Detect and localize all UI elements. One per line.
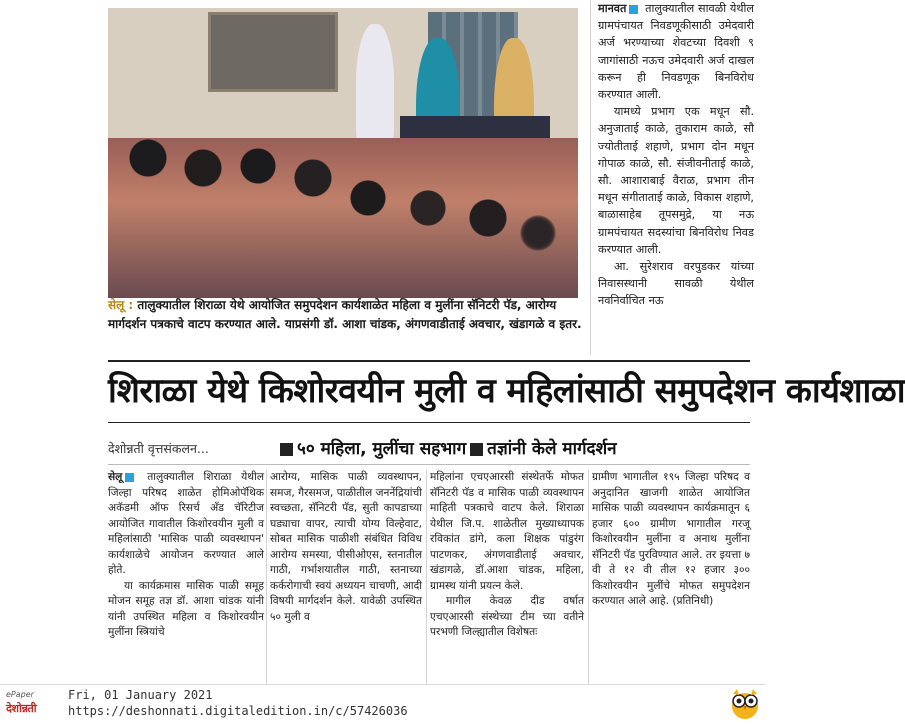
side-article-lead: मानवत (598, 2, 627, 15)
footer-date: Fri, 01 January 2021 (68, 688, 213, 702)
column-divider (266, 470, 267, 684)
footer-url-link[interactable]: https://deshonnati.digitaledition.in/c/57426036 (68, 704, 408, 718)
photo-crowd (108, 138, 578, 298)
article-para: मागील केवळ दीड वर्षात एचएआरसी संस्थेच्या टीम च्या वतीने परभणी जिल्ह्यातील विशेषतः (430, 595, 584, 638)
subheadline (276, 436, 617, 459)
article-column-3 (430, 470, 584, 684)
column-divider (426, 470, 427, 684)
article-para (108, 470, 264, 579)
article-column-4 (592, 470, 750, 684)
caption-location: सेलू : (108, 298, 134, 312)
headline: शिराळा येथे किशोरवयीन मुली व महिलांसाठी समुपदेशन कार्यशाळा (108, 371, 905, 411)
article-para: ग्रामीण भागातील १९५ जिल्हा परिषद व अनुदानित खाजगी शाळेत आयोजित मासिक पाळी व्यवस्थापन कार्यक्रमातून ६ हजार ६०० ग्रामीण भागातील गरजू किशोरवयीन मुलींना व अनाथ मुलींना सॅनिटरी पॅड पुरविण्यात आले. तर इयत्ता ७ वी ते १२ वी तील १२ हजार ३०० किशोरवयीन मुलींचे मोफत समुपदेशन करण्यात आले आहे. (प्रतिनिधी) (592, 471, 750, 607)
side-article-p3: आ. सुरेशराव वरपुडकर यांच्या निवासस्थानी सावळी येथील नवनिर्वाचित नऊ (598, 260, 754, 308)
article-column-2 (270, 470, 422, 684)
side-article-p2: यामध्ये प्रभाग एक मधून सौ. अनुजाताई काळे, तुकाराम काळे, सौ ज्योतीताई शहाणे, प्रभाग दोन मधून गोपाळ काळे, सौ. संजीवनीताई काळे, सौ. आशाराबाई वैराळ, प्रभाग तीन मधून संगीताताई काळे, विकास शहाणे, बाळासाहेब तूपसमुद्रे, या नऊ ग्रामपंचायत सदस्यांचा बिनविरोध निवड करण्यात आली. (598, 105, 754, 256)
epaper-logo[interactable] (4, 688, 62, 720)
square-bullet-icon (280, 443, 293, 456)
owl-mascot-icon (728, 686, 762, 720)
photo-blackboard (208, 12, 338, 92)
column-divider (590, 0, 591, 355)
logo-brand-text: देशोन्नती (6, 702, 37, 715)
column-divider (588, 470, 589, 684)
square-bullet-icon (125, 473, 134, 482)
logo-epaper-text: ePaper (6, 690, 34, 699)
footer-divider (0, 684, 765, 685)
side-article-p1 (598, 0, 754, 103)
headline-bottom-rule (108, 422, 750, 423)
byline: देशोन्नती वृत्तसंकलन... (108, 441, 209, 456)
side-article-text: तालुक्यातील सावळी येथील ग्रामपंचायत निवडणूकीसाठी उमेदवारी अर्ज भरण्याच्या शेवटच्या दिवशी ९ जागांसाठी नऊच उमेदवारी अर्ज दाखल करून ही निवडणूक बिनविरोध करण्यात आली. (598, 2, 754, 102)
photo-person (356, 24, 394, 154)
subhead-part2: तज्ञांनी केले मार्गदर्शन (487, 439, 617, 459)
article-column-1 (108, 470, 264, 684)
article-para: या कार्यक्रमास मासिक पाळी समूह मोजन समूह तज्ञ डॉ. आशा चांडक यांनी यांनी उपस्थित महिला व किशोरवयीन मुलींना स्त्रियांचे (108, 579, 264, 638)
square-bullet-icon (629, 5, 638, 14)
article-para: आरोग्य, मासिक पाळी व्यवस्थापन, समज, गैरसमज, पाळीतील जननेंद्रियांची स्वच्छता, सॅनिटरी पॅड, सुती कापडाच्या घड्याचा वापर, त्याची योग्य विल्हेवाट, सोबत मासिक पाळीशी संबंधित विविध आरोग्य समस्या, पीसीओएस, स्तनातील गाठी, गर्भाशयातील गाठी, स्तनाच्या कर्करोगाची स्वयं अध्ययन चाचणी, आदी विषयी मार्गदर्शन केले. यावेळी उपस्थित ५० मुली व (270, 471, 422, 623)
article-text: तालुक्यातील शिराळा येथील जिल्हा परिषद शाळेत होमिओपॅथिक अकॅडमी ऑफ रिसर्च अँड चॅरिटीज आयोजित गावातील किशोरवयीन मुली व महिलांसाठी 'मासिक पाळी व्यवस्थापन' कार्यशाळेचे आयोजन करण्यात आले होते. (108, 471, 264, 576)
article-location: सेलू (108, 471, 123, 483)
side-article (598, 0, 754, 310)
caption-text: तालुक्यातील शिराळा येथे आयोजित समुपदेशन कार्यशाळेत महिला व मुलींना सॅनिटरी पॅड, आरोग्य मार्गदर्शन पत्रकाचे वाटप करण्यात आले. याप्रसंगी डॉ. आशा चांडक, अंगणवाडीताई अवचार, खंडागळे व इतर. (108, 298, 582, 331)
article-photo (108, 8, 578, 292)
subhead-part1: ५० महिला, मुलींचा सहभाग (297, 439, 467, 459)
article-para: महिलांना एचएआरसी संस्थेतर्फे मोफत सॅनिटरी पॅड व मासिक पाळी व्यवस्थापन माहिती पत्रकाचे वाटप केले. शिराळा येथील जि.प. शाळेतील मुख्याध्यापक रविकांत डांगे, कला शिक्षक पांडुरंग पाटणकर, अंगणवाडीताई अवचार, खंडागळे, डॉ.आशा चांडक, महिला, ग्रामस्थ यांनी प्रयत्न केले. (430, 471, 584, 592)
headline-top-rule (108, 360, 750, 362)
subhead-rule (108, 464, 750, 465)
square-bullet-icon (470, 443, 483, 456)
photo-caption (108, 296, 586, 334)
